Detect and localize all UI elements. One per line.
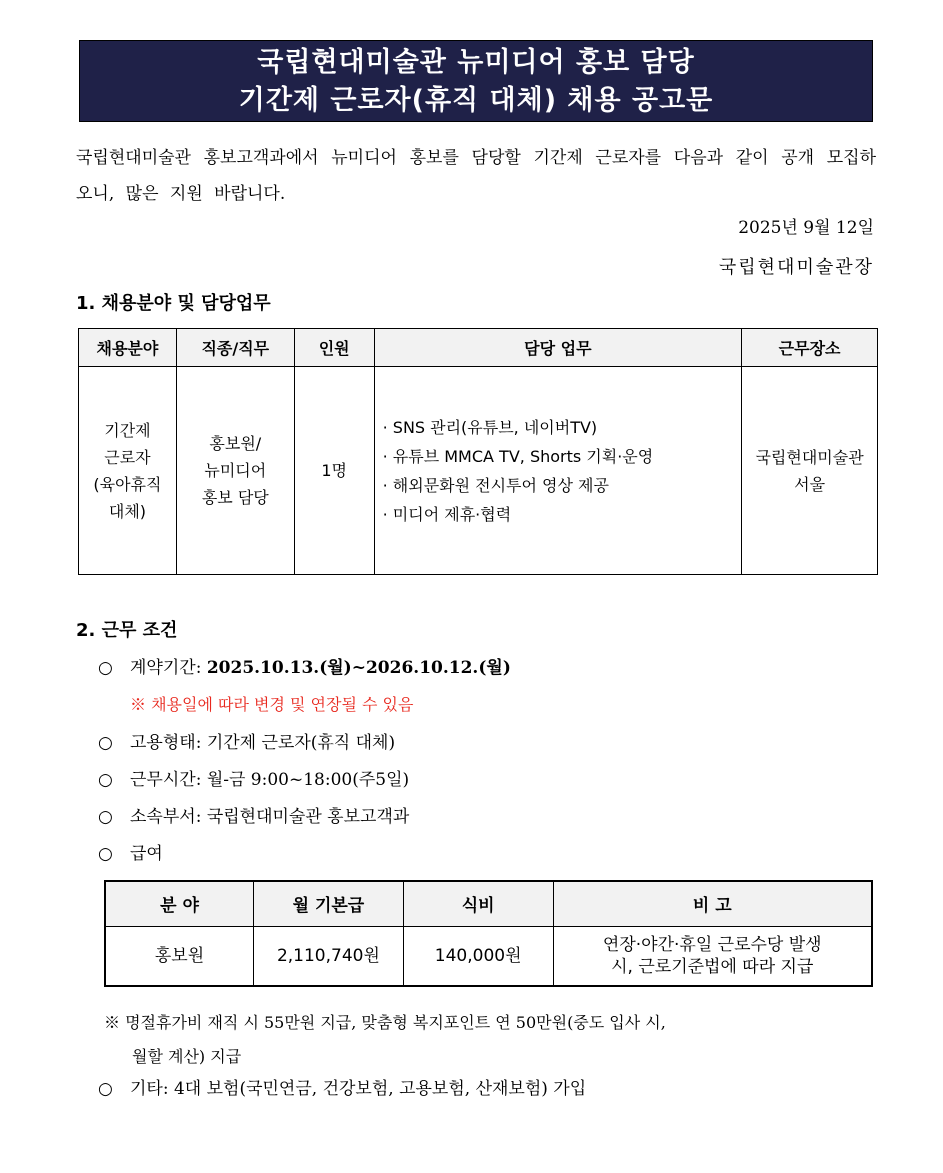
circle-bullet-icon: ○ [98, 1079, 113, 1099]
salary-table-header [105, 881, 872, 926]
header-location: 근무장소 [742, 329, 878, 367]
section-2-heading: 2. 근무 조건 [76, 620, 178, 641]
duty-item: · 해외문화원 전시투어 영상 제공 [382, 475, 609, 495]
salary-table [104, 880, 873, 987]
header-remarks: 비 고 [553, 881, 872, 926]
notice-title [79, 40, 873, 122]
header-job: 직종/직무 [176, 329, 294, 367]
cell-duties [374, 367, 742, 575]
cell-count: 1명 [294, 367, 374, 575]
title-line-2: 기간제 근로자(휴직 대체) 채용 공고문 [238, 85, 714, 116]
header-field: 채용분야 [79, 329, 177, 367]
condition-other: ○ 기타: 4대 보험(국민연금, 건강보험, 고용보험, 산재보험) 가입 [98, 1079, 587, 1099]
recruitment-table-header [79, 329, 878, 367]
section-1-heading: 1. 채용분야 및 담당업무 [76, 293, 271, 314]
circle-bullet-icon: ○ [98, 733, 113, 753]
notice-signer: 국립현대미술관장 [718, 257, 874, 278]
notice-date: 2025년 9월 12일 [738, 218, 874, 238]
circle-bullet-icon: ○ [98, 807, 113, 827]
title-line-1: 국립현대미술관 뉴미디어 홍보 담당 [257, 47, 695, 78]
header-meal: 식비 [403, 881, 553, 926]
header-duties: 담당 업무 [374, 329, 742, 367]
circle-bullet-icon: ○ [98, 770, 113, 790]
header-base-pay: 월 기본급 [254, 881, 404, 926]
condition-salary: ○ 급여 [98, 844, 163, 864]
condition-employment: ○ 고용형태: 기간제 근로자(휴직 대체) [98, 733, 396, 753]
table-row [105, 926, 872, 986]
circle-bullet-icon: ○ [98, 844, 113, 864]
contract-period: 2025.10.13.(월)~2026.10.12.(월) [206, 658, 511, 678]
condition-department: ○ 소속부서: 국립현대미술관 홍보고객과 [98, 807, 410, 827]
condition-hours: ○ 근무시간: 월-금 9:00~18:00(주5일) [98, 770, 410, 790]
cell-job: 홍보원/ 뉴미디어 홍보 담당 [176, 367, 294, 575]
cell-remarks: 연장·야간·휴일 근로수당 발생 시, 근로기준법에 따라 지급 [553, 926, 872, 986]
recruitment-table [78, 328, 878, 575]
cell-meal: 140,000원 [403, 926, 553, 986]
intro-paragraph: 국립현대미술관 홍보고객과에서 뉴미디어 홍보를 담당할 기간제 근로자를 다음과 같이 공개 모집하오니, 많은 지원 바랍니다. [76, 148, 876, 204]
cell-field: 기간제 근로자 (육아휴직 대체) [79, 367, 177, 575]
header-count: 인원 [294, 329, 374, 367]
circle-bullet-icon: ○ [98, 658, 113, 678]
cell-base-pay: 2,110,740원 [254, 926, 404, 986]
duty-item: · 유튜브 MMCA TV, Shorts 기획·운영 [382, 446, 654, 466]
contract-note: ※ 채용일에 따라 변경 및 연장될 수 있음 [130, 695, 414, 714]
cell-category: 홍보원 [105, 926, 254, 986]
duty-item: · 미디어 제휴·협력 [382, 504, 512, 524]
header-category: 분 야 [105, 881, 254, 926]
salary-footnote: ※ 명절휴가비 재직 시 55만원 지급, 맞춤형 복지포인트 연 50만원(중도 입사 시, 월할 계산) 지급 [104, 1013, 666, 1066]
cell-location: 국립현대미술관 서울 [742, 367, 878, 575]
condition-contract: ○ 계약기간: 2025.10.13.(월)~2026.10.12.(월) [98, 658, 511, 678]
duty-item: · SNS 관리(유튜브, 네이버TV) [382, 417, 598, 437]
table-row [79, 367, 878, 575]
